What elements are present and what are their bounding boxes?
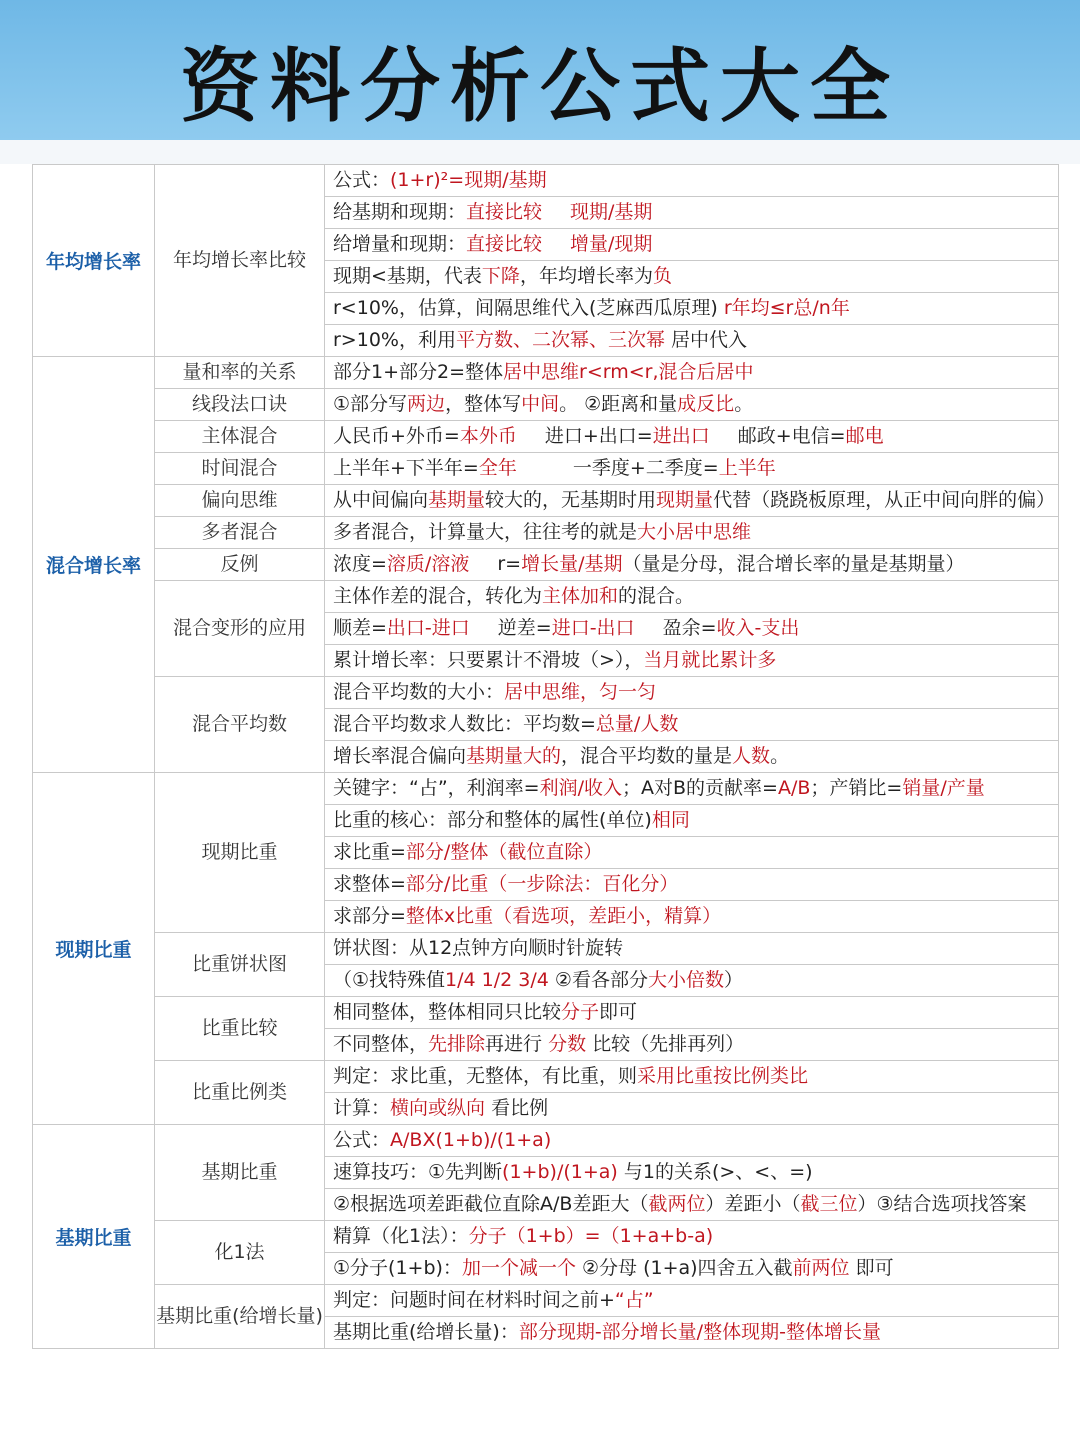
highlight-text: 横向或纵向: [390, 1097, 486, 1119]
formula-cell: [325, 261, 1059, 293]
category-cell: 现期比重: [33, 773, 155, 1125]
table-row: [33, 517, 1059, 549]
plain-text: 速算技巧：①先判断: [333, 1161, 503, 1183]
formula-cell: [325, 581, 1059, 613]
highlight-text: 增长量/基期: [521, 553, 623, 575]
highlight-text: 基期量: [428, 489, 486, 511]
highlight-text: 相同: [651, 809, 690, 831]
plain-text: ）③结合选项找答案: [857, 1193, 1027, 1215]
table-row: [33, 1125, 1059, 1157]
subcategory-cell: 时间混合: [155, 453, 325, 485]
highlight-text: 销量/产量: [902, 777, 985, 799]
highlight-text: 大小倍数: [647, 969, 724, 991]
formula-cell: [325, 517, 1059, 549]
highlight-text: 截两位: [648, 1193, 706, 1215]
plain-text: 给增量和现期：: [333, 233, 467, 255]
plain-text: 邮政+电信=: [737, 425, 846, 447]
plain-text: 比重的核心：部分和整体的属性(单位): [333, 809, 652, 831]
plain-text: 部分1+部分2=整体: [333, 361, 504, 383]
highlight-text: 居中思维r<rm<r,混合后居中: [503, 361, 754, 383]
plain-text: （①找特殊值: [333, 969, 446, 991]
plain-text: ，整体写: [445, 393, 522, 415]
formula-cell: [325, 229, 1059, 261]
plain-text: 上半年+下半年=: [333, 457, 479, 479]
plain-text: 比较（先排再列）: [586, 1033, 745, 1055]
plain-text: ①分子(1+b)：: [333, 1257, 462, 1279]
plain-text: 给基期和现期：: [333, 201, 467, 223]
formula-cell: [325, 1157, 1059, 1189]
highlight-text: 部分/整体（截位直除）: [405, 841, 603, 863]
category-cell: 年均增长率: [33, 165, 155, 357]
plain-text: ，年均增长率为: [519, 265, 653, 287]
subcategory-cell: 反例: [155, 549, 325, 581]
formula-cell: [325, 645, 1059, 677]
plain-text: 与1的关系(>、<、=): [617, 1161, 813, 1183]
highlight-text: 主体加和: [542, 585, 619, 607]
table-row: [33, 581, 1059, 613]
subcategory-cell: 基期比重(给增长量): [155, 1285, 325, 1349]
highlight-text: 加一个减一个: [461, 1257, 576, 1279]
highlight-text: 出口-进口: [386, 617, 470, 639]
table-row: [33, 677, 1059, 709]
table-row: [33, 165, 1059, 197]
formula-cell: [325, 1221, 1059, 1253]
formula-cell: [325, 837, 1059, 869]
plain-text: ）差距小（: [705, 1193, 801, 1215]
formula-cell: [325, 1189, 1059, 1221]
plain-text: 现期<基期，代表: [333, 265, 482, 287]
highlight-text: 截三位: [800, 1193, 858, 1215]
highlight-text: 分数: [548, 1033, 587, 1055]
plain-text: 基期比重(给增长量)：: [333, 1321, 519, 1343]
category-cell: 混合增长率: [33, 357, 155, 773]
highlight-text: r年均≤r总/n年: [723, 297, 850, 319]
category-cell: 基期比重: [33, 1125, 155, 1349]
plain-text: 求比重=: [333, 841, 406, 863]
highlight-text: 居中思维，匀一匀: [504, 681, 657, 703]
highlight-text: 利润/收入: [539, 777, 623, 799]
plain-text: 进口+出口=: [544, 425, 653, 447]
table-row: [33, 997, 1059, 1029]
plain-text: 不同整体，: [333, 1033, 429, 1055]
highlight-text: 两边: [407, 393, 446, 415]
plain-text: 混合平均数的大小：: [333, 681, 505, 703]
table-row: [33, 773, 1059, 805]
plain-text: 累计增长率：只要累计不滑坡（>），: [333, 649, 644, 671]
highlight-text: 采用比重按比例类比: [637, 1065, 809, 1087]
highlight-text: 进口-出口: [551, 617, 635, 639]
plain-text: ，混合平均数的量是: [561, 745, 733, 767]
highlight-text: 总量/人数: [595, 713, 679, 735]
table-row: [33, 933, 1059, 965]
highlight-text: 前两位: [792, 1257, 850, 1279]
plain-text: 公式：: [333, 169, 391, 191]
formula-table: [32, 164, 1059, 1349]
subcategory-cell: 现期比重: [155, 773, 325, 933]
plain-text: 人民币+外币=: [333, 425, 460, 447]
formula-cell: [325, 773, 1059, 805]
plain-text: 再进行: [485, 1033, 549, 1055]
plain-text: 判定：问题时间在材料时间之前+: [333, 1289, 615, 1311]
table-row: [33, 1285, 1059, 1317]
formula-cell: [325, 549, 1059, 581]
plain-text: 顺差=: [333, 617, 387, 639]
formula-cell: [325, 901, 1059, 933]
plain-text: 关键字：“占”，利润率=: [333, 777, 540, 799]
formula-cell: [325, 933, 1059, 965]
formula-cell: [325, 1029, 1059, 1061]
plain-text: 饼状图：从12点钟方向顺时针旋转: [333, 937, 624, 959]
formula-cell: [325, 421, 1059, 453]
plain-text: 混合平均数求人数比：平均数=: [333, 713, 596, 735]
plain-text: 增长率混合偏向: [333, 745, 467, 767]
highlight-text: “占”: [614, 1289, 654, 1311]
title-banner: [0, 0, 1080, 140]
formula-cell: [325, 1061, 1059, 1093]
highlight-text: A/BX(1+b)/(1+a): [390, 1129, 552, 1151]
plain-text: 。 ②距离和量: [559, 393, 678, 415]
plain-text: r>10%，利用: [333, 329, 456, 351]
subcategory-cell: 线段法口诀: [155, 389, 325, 421]
formula-cell: [325, 1285, 1059, 1317]
plain-text: ②分母 (1+a)四舍五入截: [575, 1257, 793, 1279]
formula-cell: [325, 197, 1059, 229]
plain-text: ②看各部分: [548, 969, 648, 991]
plain-text: 主体作差的混合，转化为: [333, 585, 543, 607]
plain-text: 多者混合，计算量大，往往考的就是: [333, 521, 638, 543]
highlight-text: 增量/现期: [570, 233, 653, 255]
highlight-text: 成反比: [677, 393, 735, 415]
highlight-text: 全年: [478, 457, 517, 479]
highlight-text: 负: [652, 265, 672, 287]
page-title: 资料分析公式大全: [180, 40, 900, 133]
highlight-text: 本外币: [459, 425, 517, 447]
highlight-text: 中间: [521, 393, 560, 415]
plain-text: 较大的，无基期时用: [485, 489, 657, 511]
formula-cell: [325, 741, 1059, 773]
plain-text: 求部分=: [333, 905, 406, 927]
formula-cell: [325, 1125, 1059, 1157]
highlight-text: (1+r)²=现期/基期: [390, 169, 547, 191]
plain-text: ②根据选项差距截位直除A/B差距大（: [333, 1193, 649, 1215]
plain-text: 看比例: [485, 1097, 549, 1119]
highlight-text: 平方数、二次幂、三次幂: [455, 329, 665, 351]
subcategory-cell: 混合变形的应用: [155, 581, 325, 677]
highlight-text: 当月就比累计多: [643, 649, 777, 671]
plain-text: r<10%，估算，间隔思维代入(芝麻西瓜原理): [333, 297, 724, 319]
plain-text: 盈余=: [662, 617, 717, 639]
plain-text: r=: [497, 553, 522, 575]
formula-cell: [325, 453, 1059, 485]
formula-cell: [325, 357, 1059, 389]
plain-text: 从中间偏向: [333, 489, 429, 511]
table-row: [33, 549, 1059, 581]
highlight-text: 分子: [561, 1001, 600, 1023]
table-row: [33, 1221, 1059, 1253]
formula-cell: [325, 485, 1059, 517]
formula-table-body: [33, 165, 1059, 1349]
plain-text: 即可: [849, 1257, 894, 1279]
plain-text: （量是分母，混合增长率的量是基期量）: [622, 553, 965, 575]
formula-cell: [325, 293, 1059, 325]
highlight-text: 先排除: [428, 1033, 486, 1055]
subcategory-cell: 比重饼状图: [155, 933, 325, 997]
subcategory-cell: 多者混合: [155, 517, 325, 549]
highlight-text: 基期量大的: [466, 745, 562, 767]
plain-text: 判定：求比重，无整体，有比重，则: [333, 1065, 638, 1087]
highlight-text: 进出口: [652, 425, 710, 447]
highlight-text: 溶质/溶液: [386, 553, 470, 575]
formula-cell: [325, 709, 1059, 741]
table-row: [33, 485, 1059, 517]
subcategory-cell: 年均增长率比较: [155, 165, 325, 357]
highlight-text: 现期/基期: [570, 201, 653, 223]
formula-cell: [325, 965, 1059, 997]
table-row: [33, 357, 1059, 389]
formula-cell: [325, 613, 1059, 645]
highlight-text: 上半年: [718, 457, 776, 479]
subcategory-cell: 偏向思维: [155, 485, 325, 517]
table-row: [33, 1061, 1059, 1093]
plain-text: 代替（跷跷板原理，从正中间向胖的偏）: [713, 489, 1056, 511]
plain-text: 公式：: [333, 1129, 391, 1151]
plain-text: ）: [723, 969, 743, 991]
subcategory-cell: 量和率的关系: [155, 357, 325, 389]
plain-text: 逆差=: [497, 617, 552, 639]
plain-text: 的混合。: [618, 585, 695, 607]
table-row: [33, 389, 1059, 421]
subcategory-cell: 基期比重: [155, 1125, 325, 1221]
highlight-text: 部分现期-部分增长量/整体现期-整体增长量: [518, 1321, 881, 1343]
highlight-text: 现期量: [656, 489, 714, 511]
subcategory-cell: 主体混合: [155, 421, 325, 453]
highlight-text: A/B: [777, 777, 811, 799]
highlight-text: 整体x比重（看选项，差距小，精算）: [405, 905, 722, 927]
plain-text: 居中代入: [664, 329, 748, 351]
subcategory-cell: 比重比较: [155, 997, 325, 1061]
highlight-text: 直接比较: [466, 201, 543, 223]
formula-cell: [325, 389, 1059, 421]
table-row: [33, 453, 1059, 485]
plain-text: ；产销比=: [810, 777, 903, 799]
highlight-text: 邮电: [845, 425, 884, 447]
highlight-text: (1+b)/(1+a): [502, 1161, 618, 1183]
plain-text: 即可: [599, 1001, 638, 1023]
highlight-text: 人数: [732, 745, 771, 767]
highlight-text: 1/4 1/2 3/4: [445, 969, 549, 991]
formula-cell: [325, 805, 1059, 837]
highlight-text: 大小居中思维: [637, 521, 752, 543]
banner-shadow-strip: [0, 140, 1080, 164]
table-row: [33, 421, 1059, 453]
plain-text: ①部分写: [333, 393, 408, 415]
plain-text: 浓度=: [333, 553, 387, 575]
plain-text: 一季度+二季度=: [572, 457, 719, 479]
formula-cell: [325, 869, 1059, 901]
subcategory-cell: 化1法: [155, 1221, 325, 1285]
subcategory-cell: 比重比例类: [155, 1061, 325, 1125]
plain-text: 相同整体，整体相同只比较: [333, 1001, 562, 1023]
highlight-text: 分子（1+b）=（1+a+b-a): [468, 1225, 714, 1247]
plain-text: ；A对B的贡献率=: [622, 777, 778, 799]
formula-cell: [325, 1253, 1059, 1285]
subcategory-cell: 混合平均数: [155, 677, 325, 773]
highlight-text: 下降: [481, 265, 520, 287]
highlight-text: 部分/比重（一步除法：百化分）: [405, 873, 679, 895]
highlight-text: 收入-支出: [716, 617, 800, 639]
plain-text: 。: [770, 745, 790, 767]
plain-text: 精算（化1法）：: [333, 1225, 469, 1247]
formula-cell: [325, 677, 1059, 709]
plain-text: 计算：: [333, 1097, 391, 1119]
plain-text: 。: [734, 393, 754, 415]
formula-cell: [325, 997, 1059, 1029]
plain-text: 求整体=: [333, 873, 406, 895]
formula-cell: [325, 325, 1059, 357]
formula-cell: [325, 1093, 1059, 1125]
formula-cell: [325, 165, 1059, 197]
formula-cell: [325, 1317, 1059, 1349]
highlight-text: 直接比较: [466, 233, 543, 255]
